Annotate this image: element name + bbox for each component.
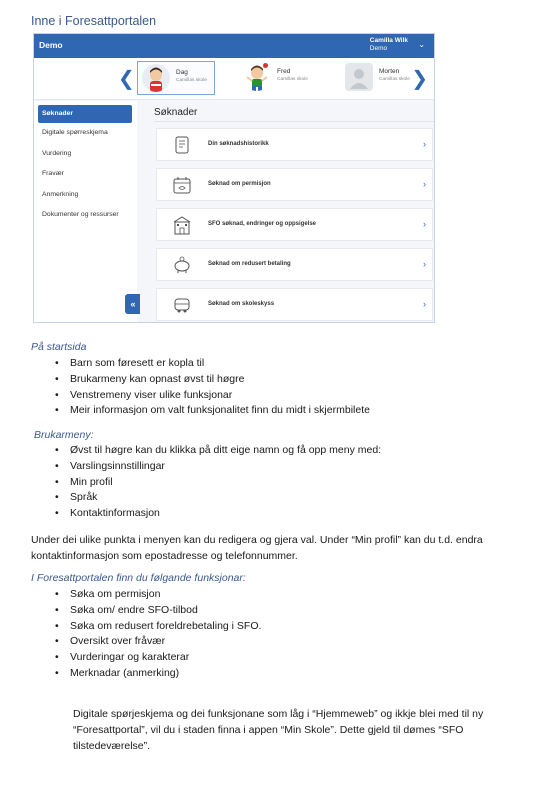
child-school: Camillas skole [277,77,308,82]
child-card-morten[interactable] [341,61,419,95]
list-item: • Venstremeny viser ulike funksjonar [55,388,370,404]
chevron-right-icon: › [423,299,426,309]
chevron-left-icon[interactable]: ❮ [118,68,135,90]
list-item: • Barn som føresett er kopla til [55,356,370,372]
card-label: Søknad om permisjon [208,181,271,187]
card-redusert-betaling[interactable] [156,248,433,281]
page-title: Søknader [154,107,198,118]
list-item: • Varslingsinnstillingar [55,459,381,475]
card-label: Søknad om redusert betaling [208,261,291,267]
child-card-dag[interactable] [137,61,215,95]
sidebar-item-anmerkning[interactable]: Anmerkning [42,191,79,198]
list-item: • Brukarmeny kan opnast øvst til høgre [55,372,370,388]
user-name: Camilla Wilk [369,37,408,44]
avatar-placeholder-icon [345,63,373,91]
user-menu[interactable] [370,37,408,53]
avatar [142,64,170,92]
card-permisjon[interactable] [156,168,433,201]
card-soknadshistorikk[interactable] [156,128,433,161]
main-content [140,101,435,323]
list-item: • Merknadar (anmerking) [55,666,261,682]
paragraph-line: Digitale spørjeskjema og dei funksjonane som låg i “Hjemmeweb” og ikkje blei med til ny [73,708,484,720]
sidebar-item-soknader[interactable]: Søknader [38,105,132,123]
card-sfo[interactable] [156,208,433,241]
child-name: Dag [176,69,188,76]
chevron-right-icon: › [423,219,426,229]
document-heading: Inne i Foresattportalen [31,14,157,28]
scroll-icon [171,134,193,156]
card-skoleskyss[interactable] [156,288,433,321]
collapse-menu-icon[interactable]: « [125,294,141,314]
list-item: • Min profil [55,475,381,491]
chevron-right-icon: › [423,179,426,189]
notification-dot [263,63,268,68]
bus-icon [171,294,193,316]
user-sub: Demo [369,45,388,52]
top-bar [34,34,434,58]
child-name: Fred [277,68,291,75]
chevron-right-icon[interactable]: ❯ [411,68,428,90]
child-school: Camillas skole [379,77,410,82]
paragraph-line: tilstedeværelse”. [73,740,151,752]
section-title-funksjonar: I Foresattportalen finn du følgande funksjonar: [31,572,246,584]
building-icon [171,214,193,236]
left-menu [34,101,137,323]
list-item: • Søka om/ endre SFO-tilbod [55,603,261,619]
portal-screenshot [33,33,435,323]
paragraph-line: kontaktinformasjon som epostadresse og telefonnummer. [31,550,298,562]
list-item: • Oversikt over fråvær [55,634,261,650]
sidebar-item-digitale-sporreskjema[interactable]: Digitale spørreskjema [42,129,108,136]
chevron-right-icon: › [423,139,426,149]
card-label: SFO søknad, endringer og oppsigelse [208,221,317,227]
child-selector [34,58,434,100]
funksjonar-list [55,587,261,682]
card-label: Din søknadshistorikk [208,141,269,147]
card-label: Søknad om skoleskyss [208,301,275,307]
list-item: • Vurderingar og karakterar [55,650,261,666]
paragraph-line: “Foresattportal”, vil du i staden finna i appen “Min Skole”. Dette gjeld til dømes “SFO [73,724,464,736]
list-item: • Kontaktinformasjon [55,506,381,522]
chevron-down-icon[interactable]: ⌄ [418,40,425,49]
sidebar-item-dokumenter[interactable]: Dokumenter og ressurser [42,211,119,218]
list-item: • Meir informasjon om valt funksjonalitet finn du midt i skjermbilete [55,403,370,419]
divider [154,121,434,122]
brukarmeny-list [55,443,381,522]
paragraph-min-skole [73,706,483,754]
section-title-brukarmeny: Brukarmeny: [34,429,94,441]
child-name: Morten [379,68,400,75]
app-name: Demo [39,40,63,50]
sidebar-item-vurdering[interactable]: Vurdering [42,150,72,157]
startsida-list [55,356,370,419]
list-item: • Øvst til høgre kan du klikka på ditt eige namn og få opp meny med: [55,443,381,459]
list-item: • Språk [55,490,381,506]
piggy-bank-icon [171,254,193,276]
sidebar-item-fravaer[interactable]: Fravær [42,170,64,177]
chevron-right-icon: › [423,259,426,269]
list-item: • Søka om redusert foreldrebetaling i SFO. [55,619,261,635]
child-card-fred[interactable] [239,61,317,95]
paragraph-line: Under dei ulike punkta i menyen kan du redigera og gjera val. Under “Min profil” kan du t.d. endra [31,534,483,546]
calendar-icon [171,174,193,196]
section-title-startsida: På startsida [31,341,87,353]
list-item: • Søka om permisjon [55,587,261,603]
child-school: Camillas skole [176,78,207,83]
paragraph-min-profil [31,532,483,564]
